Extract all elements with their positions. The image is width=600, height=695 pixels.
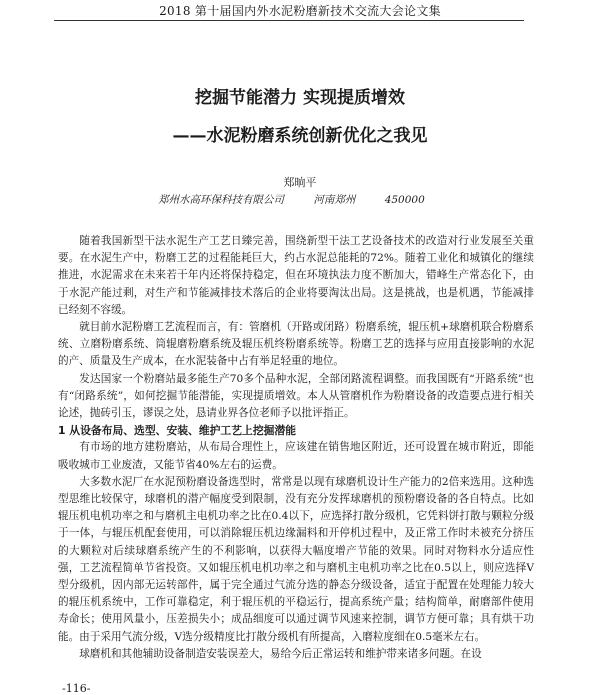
intro-paragraph: 发达国家一个粉磨站最多能生产70多个品种水泥，全部闭路流程调整。而我国既有“开路系统”也有“闭路系统”，如何挖掘节能潜能，实现提质增效。本人从管磨机作为粉磨设备的改造要点进行相关论述，抛砖引玉，谬误之处，恳请业界各位老师予以批评指正。 [58,372,534,420]
header-rule [54,20,524,21]
author-name: 郑晌平 [283,176,317,189]
paper-title: 挖掘节能潜力 实现提质增效 [195,88,405,108]
affiliation-postcode: 450000 [384,194,425,206]
section-paragraph: 有市场的地方建粉磨站，从布局合理性上，应该建在销售地区附近，还可设置在城市附近，即能吸收城市工业废渣，又能节省40%左右的运费。 [58,441,534,471]
intro-paragraph: 就目前水泥粉磨工艺流程而言，有：管磨机（开路或闭路）粉磨系统，辊压机+球磨机联合粉磨系统、立磨粉磨系统、筒辊磨粉磨系统及辊压机终粉磨系统等。粉磨工艺的选择与应用直接影响的水泥的产、质量及生产成本，在水泥装备中占有举足轻重的地位。 [58,321,534,368]
affiliation-org: 郑州水高环保科技有限公司 [158,194,284,206]
section-paragraph: 大多数水泥厂在水泥预粉磨设备选型时，常常是以现有球磨机设计生产能力的2倍来选用。这种选型思维比较保守，球磨机的潜产幅度受到限制，没有充分发挥球磨机的预粉磨设备的各自特点。比如辊压机电机功率之和与磨机主电机功率之比在0.4以下，应选择打散分级机，它凭料饼打散与颗粒分级于一体，与辊压机配套使用，可以消除辊压机边缘漏料和开停机过程中，及正常工作时未被充分挤压的大颗粒对后续球磨系统产生的不利影响，以获得大幅度增产节能的效果。同时对物料水分适应性强，工艺流程简单节省投资。又如辊压机电机功率之和与磨机主电机功率之比在0.5以上，则应选择V型分级机，因内部无运转部件，属于完全通过气流分选的静态分级设备，适宜于配置在处理能力较大的辊压机系统中，工作可靠稳定，利于辊压机的平稳运行，提高系统产量；结构简单，耐磨部件使用寿命长；使用风量小，压差损失小；成品细度可以通过调节风速来控制，调节方便可靠；具有烘干功能。由于采用气流分级，V选分级精度比打散分级机有所提高，入磨粒度细在0.5毫米左右。 [58,475,534,643]
running-head: 2018 第十届国内外水泥粉磨新技术交流大会论文集 [159,4,441,18]
paper-subtitle: ——水泥粉磨系统创新优化之我见 [172,126,428,146]
page-number: -116- [62,682,91,695]
affiliation [158,192,458,207]
intro-paragraph: 随着我国新型干法水泥生产工艺日臻完善，围绕新型干法工艺设备技术的改造对行业发展至关重要。在水泥生产中，粉磨工艺的过程能耗巨大，约占水泥总能耗的72%。随着工业化和城镇化的继续推进，水泥需求在未来若干年内还将保持稳定，但在环境执法力度不断加大，错峰生产常态化下，由于水泥产能过剩，对生产和节能减排技术落后的企业将要淘汰出局。这是挑战，也是机遇，节能减排已经刻不容缓。 [58,235,534,316]
affiliation-city: 河南郑州 [313,194,356,206]
section-paragraph: 球磨机和其他辅助设备制造安装误差大，易给今后正常运转和维护带来诸多问题。在设 [79,647,482,660]
body-text [58,233,534,663]
section-heading: 1 从设备布局、选型、安装、维护工艺上挖掘潜能 [58,424,297,438]
